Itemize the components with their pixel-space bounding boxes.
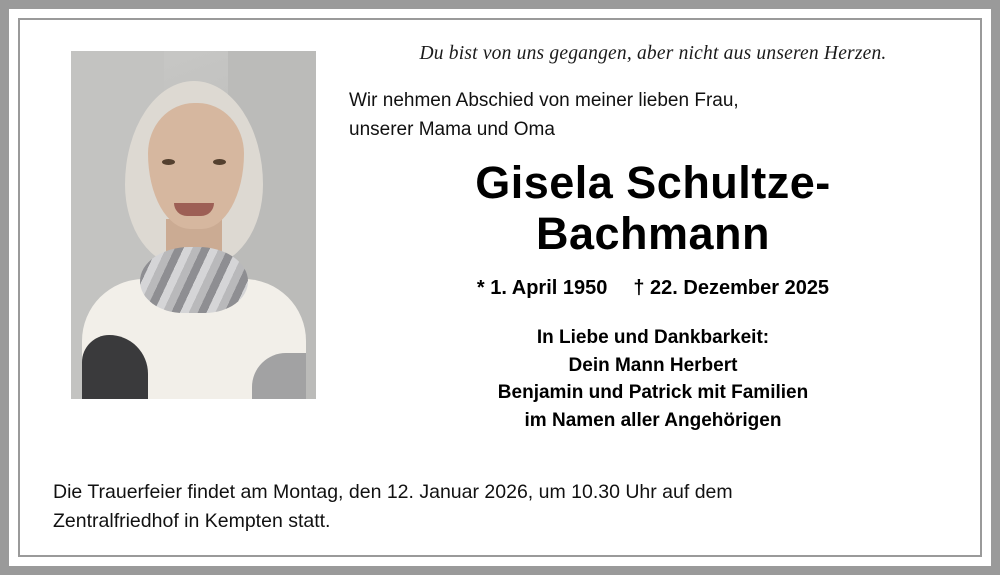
notice-content bbox=[29, 29, 971, 546]
name-line-2: Bachmann bbox=[535, 208, 771, 260]
upper-section bbox=[29, 29, 971, 431]
life-dates bbox=[347, 277, 959, 300]
family-member-line-2: Benjamin und Patrick mit Familien bbox=[497, 382, 809, 404]
text-column bbox=[347, 43, 959, 435]
funeral-service-info bbox=[53, 478, 955, 537]
birth-date: * 1. April 1950 bbox=[476, 277, 608, 300]
photo-shoulder-dark bbox=[82, 335, 148, 399]
service-line-1: Die Trauerfeier findet am Montag, den 12. Januar 2026, um 10.30 Uhr auf dem bbox=[53, 480, 733, 503]
name-line-1: Gisela Schultze- bbox=[475, 156, 831, 208]
deceased-name bbox=[347, 157, 959, 260]
service-line-2: Zentralfriedhof in Kempten statt. bbox=[53, 509, 331, 532]
photo-eye-right bbox=[213, 159, 226, 165]
photo-eye-left bbox=[162, 159, 175, 165]
photo-mouth bbox=[174, 203, 214, 216]
intro-text bbox=[349, 87, 959, 145]
intro-line-2: unserer Mama und Oma bbox=[349, 118, 555, 140]
family-member-line-1: Dein Mann Herbert bbox=[568, 354, 738, 376]
intro-line-1: Wir nehmen Abschied von meiner lieben Frau, bbox=[349, 90, 739, 111]
motto-text: Du bist von uns gegangen, aber nicht aus unseren Herzen. bbox=[419, 43, 887, 64]
death-date: † 22. Dezember 2025 bbox=[633, 277, 830, 300]
photo-scarf bbox=[140, 247, 248, 313]
family-heading: In Liebe und Dankbarkeit: bbox=[536, 327, 770, 349]
family-block bbox=[347, 324, 959, 434]
family-member-line-3: im Namen aller Angehörigen bbox=[524, 409, 782, 431]
photo-shoulder-grey bbox=[252, 353, 306, 399]
portrait-photo bbox=[71, 51, 316, 399]
